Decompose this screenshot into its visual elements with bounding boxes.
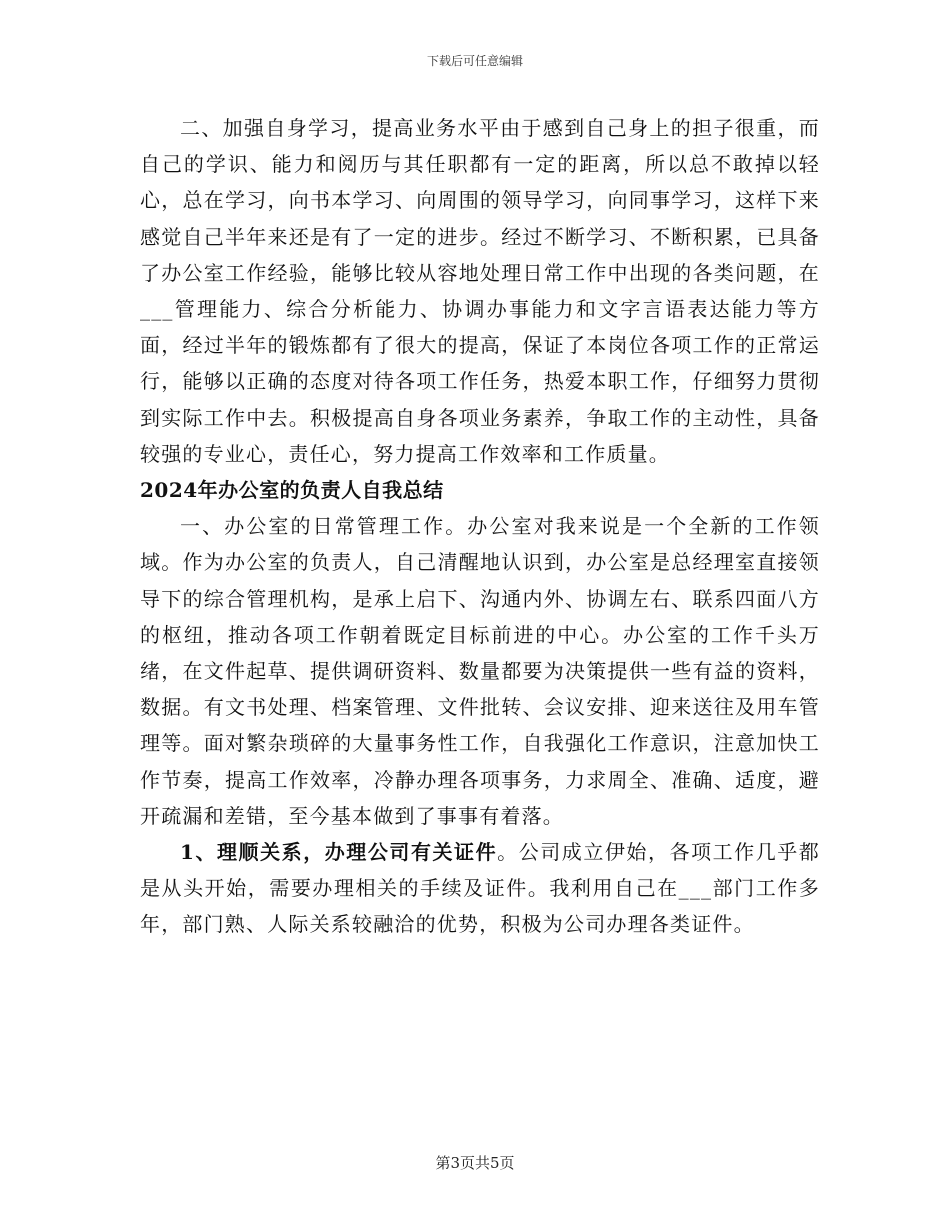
page-number: 第3页共5页 [435, 1154, 515, 1172]
paragraph-lead-heading: 1、理顺关系，办理公司有关证件 [180, 840, 498, 865]
paragraph-certificates [140, 834, 820, 943]
paragraph-body-text: 。公司成立伊始，各项工作几乎都是从头开始，需要办理相关的手续及证件。我利用自己在___部门工作多年，部门熟、人际关系较融洽的优势，积极为公司办理各类证件。 [140, 840, 821, 937]
section-title: 2024年办公室的负责人自我总结 [140, 478, 444, 503]
page-header-note: 下载后可任意编辑 [426, 54, 523, 68]
paragraph-study: 二、加强自身学习，提高业务水平由于感到自己身上的担子很重，而自己的学识、能力和阅历与其任职都有一定的距离，所以总不敢掉以轻心，总在学习，向书本学习、向周围的领导学习，向同事学习，这样下来感觉自己半年来还是有了一定的进步。经过不断学习、不断积累，已具备了办公室工作经验，能够比较从容地处理日常工作中出现的各类问题，在___管理能力、综合分析能力、协调办事能力和文字言语表达能力等方面，经过半年的锻炼都有了很大的提高，保证了本岗位各项工作的正常运行，能够以正确的态度对待各项工作任务，热爱本职工作，仔细努力贯彻到实际工作中去。积极提高自身各项业务素养，争取工作的主动性，具备较强的专业心，责任心，努力提高工作效率和工作质量。 [140, 116, 820, 466]
paragraph-office-management: 一、办公室的日常管理工作。办公室对我来说是一个全新的工作领域。作为办公室的负责人，自己清醒地认识到，办公室是总经理室直接领导下的综合管理机构，是承上启下、沟通内外、协调左右、联系四面八方的枢纽，推动各项工作朝着既定目标前进的中心。办公室的工作千头万绪，在文件起草、提供调研资料、数量都要为决策提供一些有益的资料，数据。有文书处理、档案管理、文件批转、会议安排、迎来送往及用车管理等。面对繁杂琐碎的大量事务性工作，自我强化工作意识，注意加快工作节奏，提高工作效率，冷静办理各项事务，力求周全、准确、适度，避开疏漏和差错，至今基本做到了事事有着落。 [140, 514, 820, 828]
document-body [140, 110, 820, 943]
